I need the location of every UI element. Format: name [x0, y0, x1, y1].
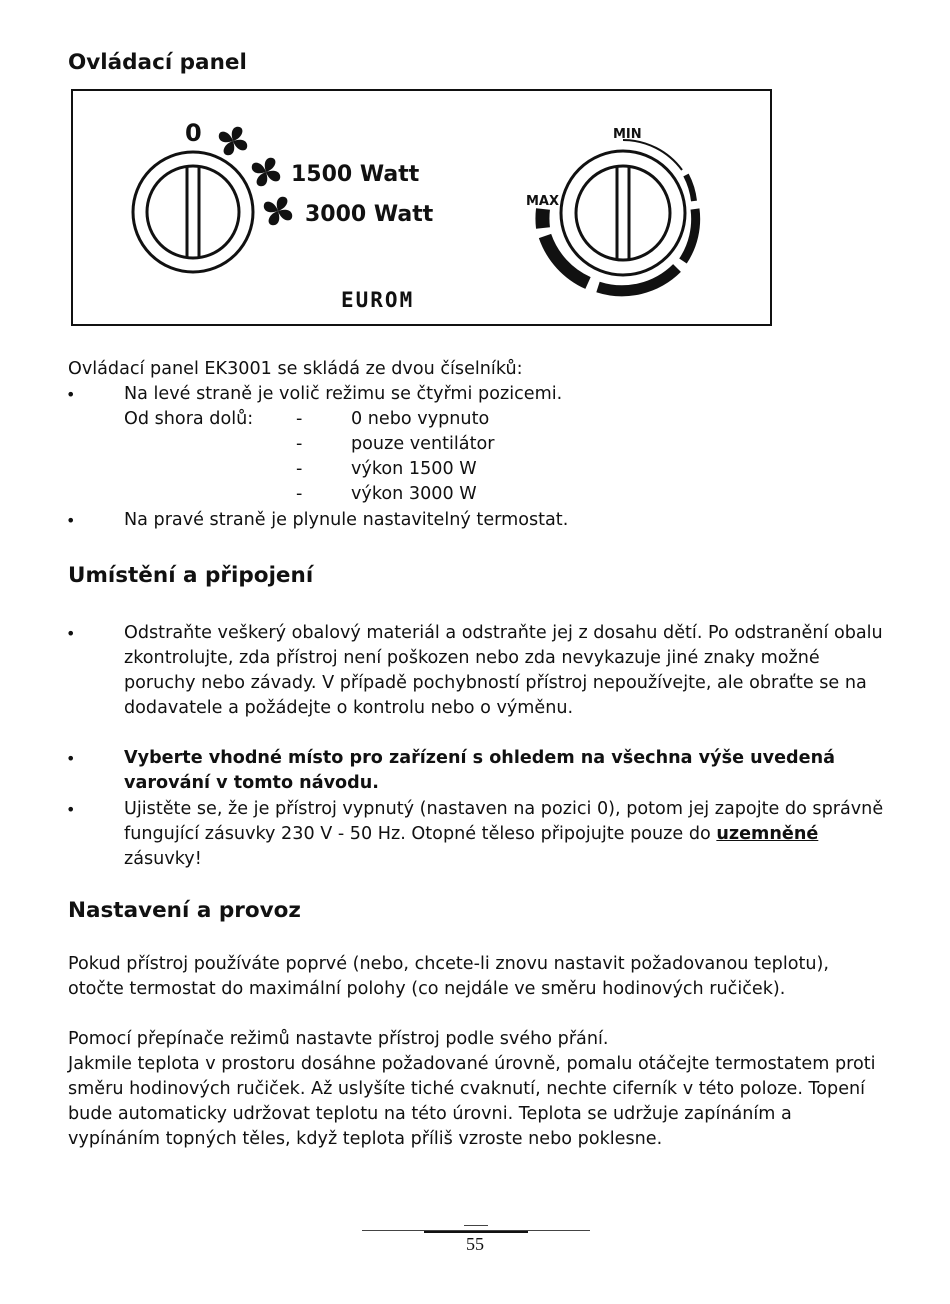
control-panel-intro: Ovládací panel EK3001 se skládá ze dvou číselníků: [68, 359, 523, 379]
control-panel-illustration [71, 89, 772, 326]
section-heading-operation: Nastavení a provoz [68, 898, 301, 923]
placement-bullet-location: Vyberte vhodné místo pro zařízení s ohledem na všechna výše uvedená varování v tomto návodu. [124, 748, 835, 793]
bullet-dot: • [66, 624, 76, 643]
bullet-thermostat: Na pravé straně je plynule nastavitelný termostat. [124, 510, 569, 530]
footer-rule-short [464, 1225, 488, 1226]
bullet-dot: • [66, 511, 76, 530]
placement-bullet-connect [124, 797, 884, 872]
mode-label-1500: 1500 Watt [291, 162, 420, 187]
section-heading-control-panel: Ovládací panel [68, 50, 247, 75]
sublist-item: výkon 3000 W [351, 484, 477, 504]
section-heading-placement: Umístění a připojení [68, 563, 314, 588]
mode-label-zero: 0 [185, 119, 202, 147]
operation-paragraph-mode: Pomocí přepínače režimů nastavte přístroj podle svého přání. [68, 1029, 609, 1049]
fan-icon [219, 127, 247, 155]
sublist-dash: - [296, 434, 303, 454]
sublist-dash: - [296, 459, 303, 479]
control-panel-drawing [73, 91, 770, 324]
connect-text: Ujistěte se, že je přístroj vypnutý (nastaven na pozici 0), potom jej zapojte do správně fungující zásuvky 230 V - 50 Hz. Otopné těleso připojujte pouze do [124, 799, 884, 844]
operation-paragraph-first-use: Pokud přístroj používáte poprvé (nebo, chcete-li znovu nastavit požadovanou teplotu), otočte termostat do maximální polohy (co nejdále ve směru hodinových ručiček). [68, 954, 829, 999]
footer-rule-bold [424, 1231, 528, 1233]
thermostat-dial [542, 140, 695, 291]
sublist-item: pouze ventilátor [351, 434, 495, 454]
mode-label-3000: 3000 Watt [305, 202, 434, 227]
bullet-dot: • [66, 749, 76, 768]
fan-icon [264, 197, 292, 225]
bullet-mode-selector: Na levé straně je volič režimu se čtyřmi pozicemi. [124, 384, 563, 404]
page-number: 55 [466, 1234, 484, 1254]
sublist-item: výkon 1500 W [351, 459, 477, 479]
operation-paragraph-thermostat: Jakmile teplota v prostoru dosáhne požadované úrovně, pomalu otáčejte termostatem proti směru hodinových ručiček. Až uslyšíte tiché cvaknutí, nechte ciferník v této poloze. Topení bude automaticky udržovat teplotu na této úrovni. Teplota se udržuje zapínáním a vypínáním topných těles, když teplota příliš vzroste nebo poklesne. [68, 1054, 876, 1149]
sublist-dash: - [296, 409, 303, 429]
thermostat-max-label: MAX [526, 194, 560, 209]
placement-bullet-unpack: Odstraňte veškerý obalový materiál a odstraňte jej z dosahu dětí. Po odstranění obalu zkontrolujte, zda přístroj není poškozen nebo zda nevykazuje jiné znaky možné poruchy nebo závady. V případě pochybností přístroj nepoužívejte, ale obraťte se na dodavatele a požádejte o kontrolu nebo o výměnu. [124, 623, 883, 718]
sublist-item: 0 nebo vypnuto [351, 409, 490, 429]
bullet-dot: • [66, 800, 76, 819]
brand-logo: EUROM [341, 288, 415, 312]
bullet-dot: • [66, 385, 76, 404]
sublist-label: Od shora dolů: [124, 409, 254, 429]
connect-text-end: zásuvky! [124, 849, 202, 869]
mode-selector-dial [133, 152, 253, 272]
grounded-emphasis: uzemněné [716, 824, 819, 844]
sublist-dash: - [296, 484, 303, 504]
thermostat-min-label: MIN [613, 127, 642, 142]
fan-icon [252, 158, 280, 186]
